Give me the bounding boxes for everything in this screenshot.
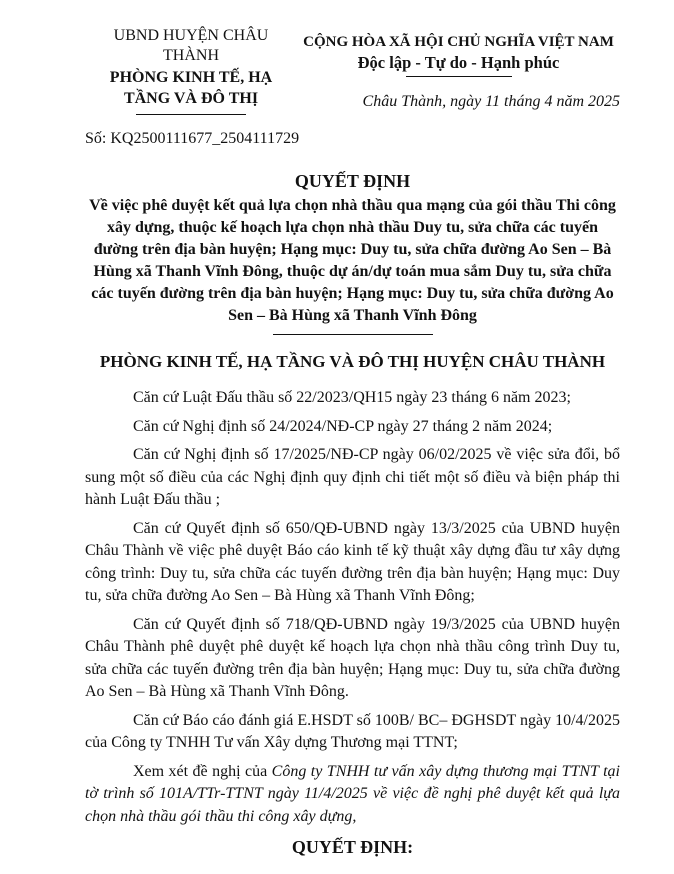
recital-decision-650: Căn cứ Quyết định số 650/QĐ-UBND ngày 13/3/2025 của UBND huyện Châu Thành về việc phê duyệt Báo cáo kinh tế kỹ thuật xây dựng đầu tư xây dựng công trình: Duy tu, sửa chữa các tuyến đường trên địa bàn huyện; Hạng mục: Duy tu, sửa chữa đường Ao Sen – Bà Hùng xã Thanh Vĩnh Đông; [85,519,620,604]
decision-heading: QUYẾT ĐỊNH: [291,837,414,857]
recital-decree-17-2025: Căn cứ Nghị định số 17/2025/NĐ-CP ngày 06/02/2025 về việc sửa đổi, bổ sung một số điều của các Nghị định quy định chi tiết một số điều và biện pháp thi hành Luật Đấu thầu ; [85,446,620,508]
document-title: QUYẾT ĐỊNH [294,171,411,191]
agency-divider [136,114,246,115]
issuing-agency-block [85,26,297,115]
document-header [85,26,620,115]
title-divider [273,334,433,335]
national-title: CỘNG HÒA XÃ HỘI CHỦ NGHĨA VIỆT NAM [303,34,614,50]
recital-law: Căn cứ Luật Đấu thầu số 22/2023/QH15 ngày 23 tháng 6 năm 2023; [133,389,571,406]
recital-decision-718: Căn cứ Quyết định số 718/QĐ-UBND ngày 19/3/2025 của UBND huyện Châu Thành phê duyệt phê duyệt kế hoạch lựa chọn nhà thầu công trình Duy tu, sửa chữa các tuyến đường trên địa bàn huyện; Hạng mục: Duy tu, sửa chữa đường Ao Sen – Bà Hùng xã Thanh Vĩnh Đông. [85,615,620,700]
national-motto: Độc lập - Tự do - Hạnh phúc [357,53,560,72]
issuing-agency-name: PHÒNG KINH TẾ, HẠ TẦNG VÀ ĐÔ THỊ [109,69,273,107]
recital-evaluation-report: Căn cứ Báo cáo đánh giá E.HSDT số 100B/ BC– ĐGHSDT ngày 10/4/2025 của Công ty TNHH Tư vấn Xây dựng Thương mại TTNT; [85,711,620,751]
recitals-section [85,387,620,828]
place-and-date: Châu Thành, ngày 11 tháng 4 năm 2025 [362,93,620,110]
consideration-lead: Xem xét đề nghị của [133,762,272,780]
national-header-block [297,26,620,112]
consideration-paragraph [85,761,620,829]
motto-divider [406,76,512,77]
parent-agency-name: UBND HUYỆN CHÂU THÀNH [113,27,269,64]
document-subject: Về việc phê duyệt kết quả lựa chọn nhà thầu qua mạng của gói thầu Thi công xây dựng, thuộc kế hoạch lựa chọn nhà thầu Duy tu, sửa chữa các tuyến đường trên địa bàn huyện; Hạng mục: Duy tu, sửa chữa đường Ao Sen – Bà Hùng xã Thanh Vĩnh Đông, thuộc dự án/dự toán mua sắm Duy tu, sửa chữa các tuyến đường trên địa bàn huyện; Hạng mục: Duy tu, sửa chữa đường Ao Sen – Bà Hùng xã Thanh Vĩnh Đông [89,197,616,324]
recital-decree-24-2024: Căn cứ Nghị định số 24/2024/NĐ-CP ngày 27 tháng 2 năm 2024; [133,417,553,435]
deciding-authority-heading: PHÒNG KINH TẾ, HẠ TẦNG VÀ ĐÔ THỊ HUYỆN CHÂU THÀNH [99,352,606,371]
consideration-proposal: Công ty TNHH tư vấn xây dựng thương mại TTNT tại tờ trình số 101A/TTr-TTNT ngày 11/4/2025 về việc đề nghị phê duyệt kết quả lựa chọn nhà thầu gói thầu thi công xây dựng, [85,762,620,825]
document-number: Số: KQ2500111677_2504111729 [85,130,300,147]
